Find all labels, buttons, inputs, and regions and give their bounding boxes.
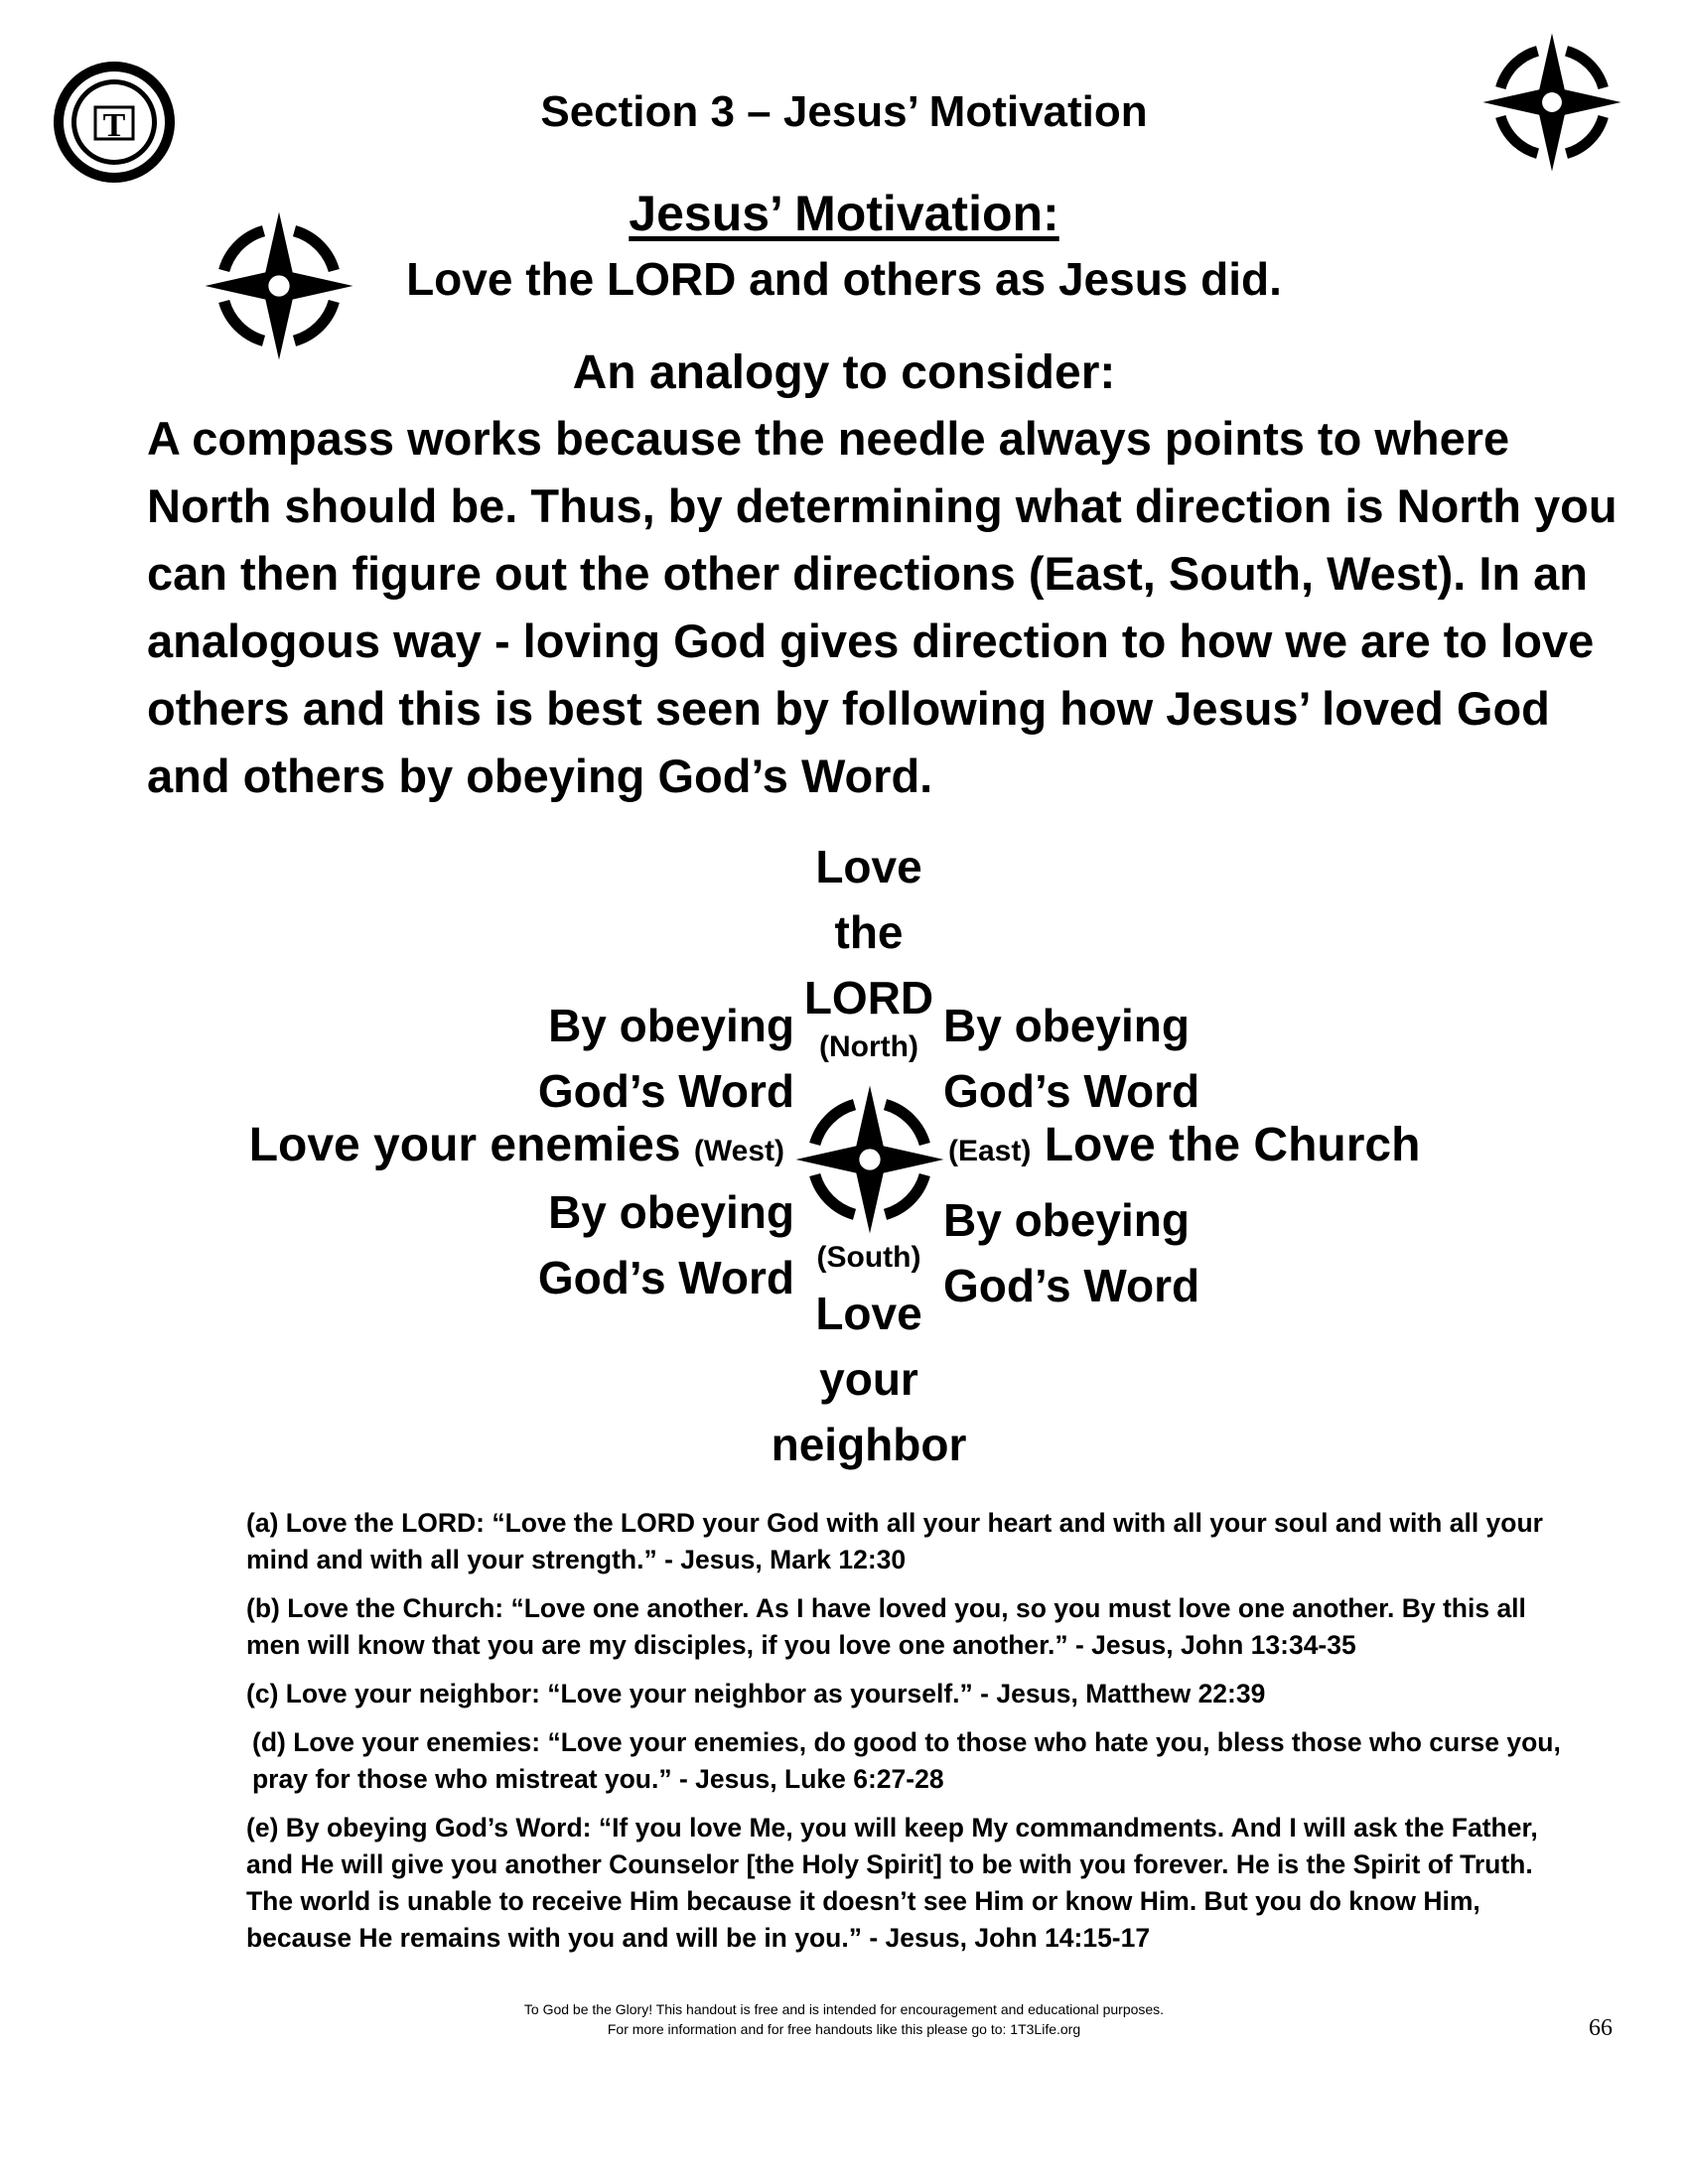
svg-text:T: T bbox=[102, 107, 126, 144]
south-line-2: your bbox=[819, 1353, 918, 1405]
south-direction: (South) bbox=[816, 1241, 921, 1274]
east-label: Love the Church bbox=[1044, 1119, 1421, 1171]
obey-line-2: God’s Word bbox=[943, 1260, 1200, 1311]
obey-line-2: God’s Word bbox=[537, 1252, 794, 1303]
compass-west-label bbox=[149, 1118, 784, 1172]
analogy-heading: An analogy to consider: bbox=[572, 346, 1116, 399]
analogy-paragraph: A compass works because the needle always points to where North should be. Thus, by determining what direction is North you can then figure out the other directions (East, South, West). In an analogous way - loving God gives direction to how we are to love others and this is best seen by following how Jesus’ loved God and others by obeying God’s Word. bbox=[147, 412, 1618, 802]
west-label: Love your enemies bbox=[248, 1119, 681, 1171]
verse-item: (a) Love the LORD: “Love the LORD your God with all your heart and with all your soul and with all your mind and with all your strength.” - Jesus, Mark 12:30 bbox=[246, 1508, 1543, 1574]
verse-item: (b) Love the Church: “Love one another. As I have loved you, so you must love one another. By this all men will know that you are my disciples, if you love one another.” - Jesus, John 13:34-35 bbox=[246, 1593, 1526, 1660]
motivation-statement: Love the LORD and others as Jesus did. bbox=[406, 253, 1282, 305]
obey-label-northeast bbox=[943, 993, 1340, 1124]
compass-east-label bbox=[948, 1118, 1663, 1172]
footer-line-1: To God be the Glory! This handout is free and is intended for encouragement and educational purposes. bbox=[523, 2001, 1165, 2017]
verse-item: (d) Love your enemies: “Love your enemies, do good to those who hate you, bless those who curse you, pray for those who mistreat you.” - Jesus, Luke 6:27-28 bbox=[252, 1727, 1561, 1794]
north-line-3: LORD bbox=[803, 972, 934, 1024]
obey-line-2: God’s Word bbox=[943, 1065, 1200, 1117]
page-footer bbox=[298, 1999, 1390, 2039]
north-direction: (North) bbox=[819, 1030, 918, 1063]
footer-line-2: For more information and for free handouts like this please go to: 1T3Life.org bbox=[607, 2021, 1081, 2037]
page-number: 66 bbox=[1589, 2015, 1613, 2041]
obey-line-1: By obeying bbox=[943, 1000, 1190, 1051]
obey-line-1: By obeying bbox=[548, 1000, 794, 1051]
west-direction: (West) bbox=[693, 1135, 784, 1167]
south-line-3: neighbor bbox=[771, 1419, 967, 1470]
north-line-1: Love bbox=[815, 841, 922, 892]
obey-line-2: God’s Word bbox=[537, 1065, 794, 1117]
verse-item: (c) Love your neighbor: “Love your neighbor as yourself.” - Jesus, Matthew 22:39 bbox=[246, 1679, 1266, 1708]
compass-south-label bbox=[720, 1281, 1018, 1477]
motivation-heading-text: Jesus’ Motivation: bbox=[629, 186, 1059, 241]
verse-item: (e) By obeying God’s Word: “If you love Me, you will keep My commandments. And I will ask the Father, and He will give you another Counselor [the Holy Spirit] to be with you forever. He is the Spirit of Truth. The world is unable to receive Him because it doesn’t see Him or know Him. But you do know Him, because He remains with you and will be in you.” - Jesus, John 14:15-17 bbox=[246, 1813, 1538, 1953]
compass-rose-icon bbox=[794, 1084, 945, 1235]
obey-label-northwest bbox=[417, 993, 794, 1124]
east-direction: (East) bbox=[948, 1135, 1032, 1167]
obey-line-1: By obeying bbox=[943, 1194, 1190, 1246]
verse-list bbox=[246, 1505, 1577, 1969]
north-line-2: the bbox=[834, 906, 904, 958]
south-line-1: Love bbox=[815, 1288, 922, 1339]
page-title: Section 3 – Jesus’ Motivation bbox=[540, 87, 1148, 136]
obey-line-1: By obeying bbox=[548, 1186, 794, 1238]
